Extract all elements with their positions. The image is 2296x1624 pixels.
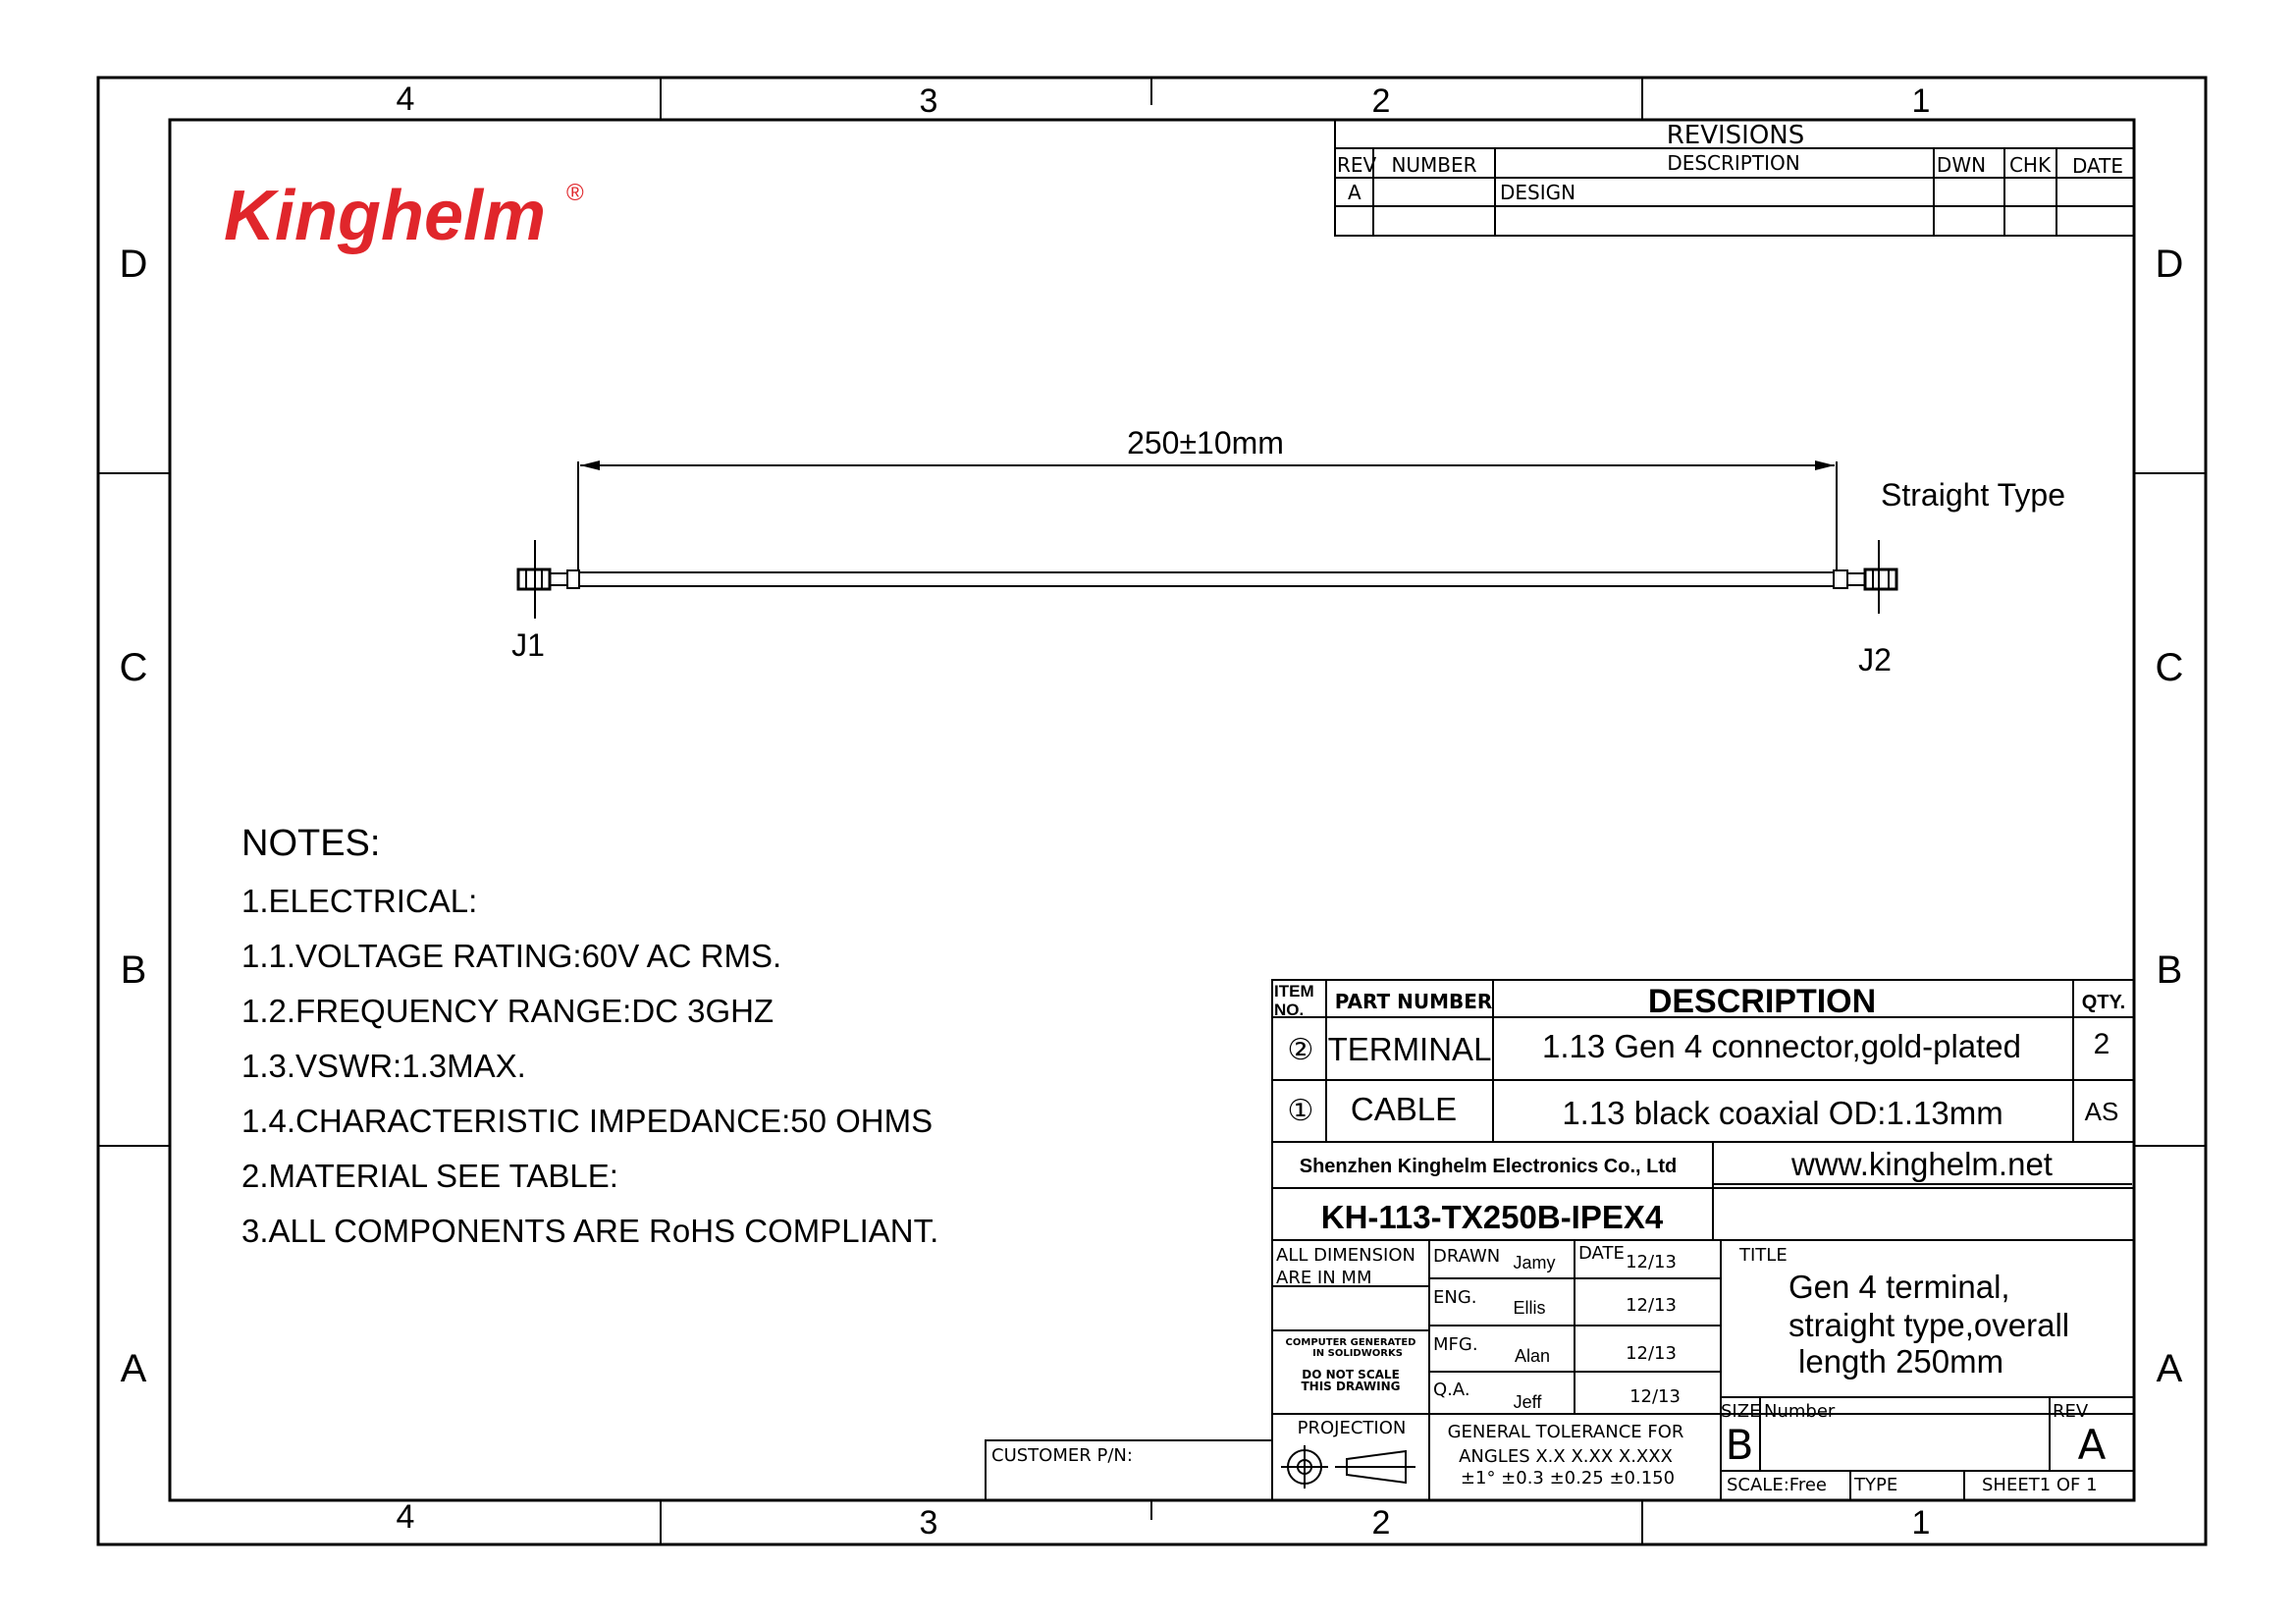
- dimension-line: [578, 425, 1837, 569]
- connector-j1: [511, 540, 579, 663]
- drawing-title-line: length 250mm: [1798, 1343, 2004, 1380]
- zone-row-label: C: [2155, 646, 2184, 689]
- customer-pn-label: CUSTOMER P/N:: [991, 1445, 1133, 1466]
- number-header: NUMBER: [1391, 153, 1477, 177]
- signoff-role: ENG.: [1433, 1287, 1477, 1308]
- website: www.kinghelm.net: [1791, 1146, 2053, 1182]
- bom-description-terminal: 1.13 Gen 4 connector,gold-plated: [1541, 1028, 2022, 1064]
- number-label: Number: [1764, 1401, 1836, 1422]
- zone-row-label: C: [119, 646, 148, 689]
- sheet-label: SHEET1 OF 1: [1982, 1475, 2098, 1495]
- revision-rev: A: [1348, 181, 1362, 204]
- dimension-note: ARE IN MM: [1276, 1268, 1372, 1288]
- signoff-role: Q.A.: [1433, 1380, 1470, 1400]
- chk-header: CHK: [2008, 153, 2052, 177]
- cable-body: [579, 572, 1834, 586]
- zone-labels-left: [120, 243, 148, 1390]
- signoff-role: MFG.: [1433, 1334, 1478, 1355]
- j2-label: J2: [1858, 642, 1892, 677]
- zone-labels-right: [2156, 243, 2184, 1390]
- rev-header: REV: [1337, 153, 1377, 177]
- zone-row-label: B: [2156, 948, 2183, 992]
- type-label: TYPE: [1854, 1475, 1898, 1495]
- revision-description: DESIGN: [1500, 181, 1576, 204]
- signoff-date: 12/13: [1629, 1386, 1681, 1407]
- title-block: [1272, 1142, 2134, 1500]
- bom-description-cable: 1.13 black coaxial OD:1.13mm: [1562, 1095, 2003, 1131]
- note-line: 2.MATERIAL SEE TABLE:: [241, 1158, 618, 1194]
- bom-description-header: DESCRIPTION: [1647, 983, 1877, 1020]
- bom-item-number: ①: [1287, 1094, 1314, 1128]
- zone-col-label: 4: [396, 81, 415, 118]
- projection-label: PROJECTION: [1297, 1418, 1407, 1438]
- projection-symbol-icon: [1281, 1445, 1415, 1489]
- computer-generated-note: IN SOLIDWORKS: [1312, 1348, 1403, 1359]
- zone-col-label: 1: [1911, 82, 1931, 120]
- drawing-rev: A: [2077, 1421, 2107, 1469]
- drawing-title-line: straight type,overall: [1789, 1307, 2070, 1343]
- rev-label: REV: [2053, 1401, 2089, 1422]
- zone-col-label: 2: [1371, 1504, 1391, 1542]
- tolerance-values: ±1° ±0.3 ±0.25 ±0.150: [1460, 1468, 1676, 1489]
- zone-col-label: 3: [919, 82, 938, 120]
- computer-generated-note: COMPUTER GENERATED: [1285, 1337, 1416, 1348]
- logo-registered-mark: ®: [566, 180, 584, 206]
- zone-labels-top: [397, 81, 1931, 120]
- zone-row-label: D: [2155, 243, 2184, 286]
- signoff-name: Alan: [1514, 1346, 1551, 1366]
- bom-qty-cable: AS: [2084, 1097, 2119, 1126]
- bom-part-cable: CABLE: [1350, 1091, 1458, 1127]
- date-header: DATE: [2071, 154, 2124, 178]
- zone-labels-bottom: [397, 1498, 1931, 1542]
- dimension-label: 250±10mm: [1127, 425, 1284, 460]
- note-line: 1.3.VSWR:1.3MAX.: [241, 1048, 526, 1084]
- description-header: DESCRIPTION: [1667, 151, 1800, 175]
- note-line: 1.4.CHARACTERISTIC IMPEDANCE:50 OHMS: [241, 1103, 934, 1139]
- part-number-header: PART NUMBER: [1334, 990, 1493, 1013]
- zone-col-label: 2: [1371, 82, 1391, 120]
- item-header-1: ITEM: [1274, 982, 1314, 1001]
- notes: [241, 823, 938, 1249]
- connector-j2: [1834, 540, 1896, 677]
- type-label: Straight Type: [1881, 477, 2065, 513]
- cable-assembly: [511, 425, 2065, 677]
- revisions-title: REVISIONS: [1666, 121, 1805, 150]
- note-line: 1.1.VOLTAGE RATING:60V AC RMS.: [241, 938, 782, 974]
- zone-row-label: D: [119, 243, 148, 286]
- signoff-name: Jamy: [1513, 1253, 1556, 1272]
- item-header-2: NO.: [1274, 1001, 1305, 1019]
- zone-row-label: B: [120, 948, 147, 992]
- notes-heading: NOTES:: [241, 823, 381, 864]
- zone-col-label: 3: [919, 1504, 938, 1542]
- tolerance-note: ANGLES X.X X.XX X.XXX: [1459, 1446, 1673, 1467]
- bom-part-terminal: TERMINAL: [1327, 1031, 1492, 1067]
- signoff-date: 12/13: [1626, 1295, 1677, 1316]
- dimension-note: ALL DIMENSION: [1276, 1245, 1415, 1266]
- note-line: 3.ALL COMPONENTS ARE RoHS COMPLIANT.: [241, 1213, 939, 1249]
- signoff-name: Ellis: [1513, 1298, 1546, 1318]
- bom-table: [1272, 980, 2134, 1142]
- sheet-size: B: [1725, 1421, 1754, 1469]
- do-not-scale-note: DO NOT SCALE: [1302, 1368, 1400, 1381]
- drawing-part-number: KH-113-TX250B-IPEX4: [1320, 1199, 1664, 1235]
- signoff-name: Jeff: [1513, 1392, 1542, 1412]
- j1-label: J1: [511, 627, 545, 663]
- bom-item-number: ②: [1287, 1033, 1314, 1067]
- qty-header: QTY.: [2081, 992, 2126, 1013]
- tolerance-note: GENERAL TOLERANCE FOR: [1447, 1422, 1684, 1442]
- logo-text: Kinghelm: [224, 177, 547, 255]
- signoff-role: DRAWN: [1433, 1246, 1501, 1267]
- bom-qty-terminal: 2: [2093, 1028, 2110, 1060]
- zone-col-label: 4: [396, 1498, 415, 1536]
- kinghelm-logo: [224, 177, 584, 255]
- customer-pn-box: [986, 1440, 1272, 1500]
- signoff-date: 12/13: [1626, 1343, 1677, 1364]
- dwn-header: DWN: [1936, 153, 1987, 177]
- zone-row-label: A: [120, 1347, 147, 1390]
- note-line: 1.2.FREQUENCY RANGE:DC 3GHZ: [241, 993, 774, 1029]
- zone-col-label: 1: [1911, 1504, 1931, 1542]
- revisions-table: [1335, 120, 2134, 236]
- do-not-scale-note: THIS DRAWING: [1301, 1380, 1401, 1393]
- zone-row-label: A: [2156, 1347, 2183, 1390]
- date-label: DATE: [1578, 1243, 1625, 1264]
- size-label: SIZE: [1721, 1401, 1761, 1422]
- title-label: TITLE: [1739, 1245, 1788, 1266]
- signoff-date: 12/13: [1626, 1252, 1677, 1272]
- company-name: Shenzhen Kinghelm Electronics Co., Ltd: [1299, 1156, 1678, 1177]
- note-line: 1.ELECTRICAL:: [241, 883, 478, 919]
- scale-label: SCALE:Free: [1727, 1475, 1827, 1495]
- drawing-title-line: Gen 4 terminal,: [1789, 1269, 2010, 1305]
